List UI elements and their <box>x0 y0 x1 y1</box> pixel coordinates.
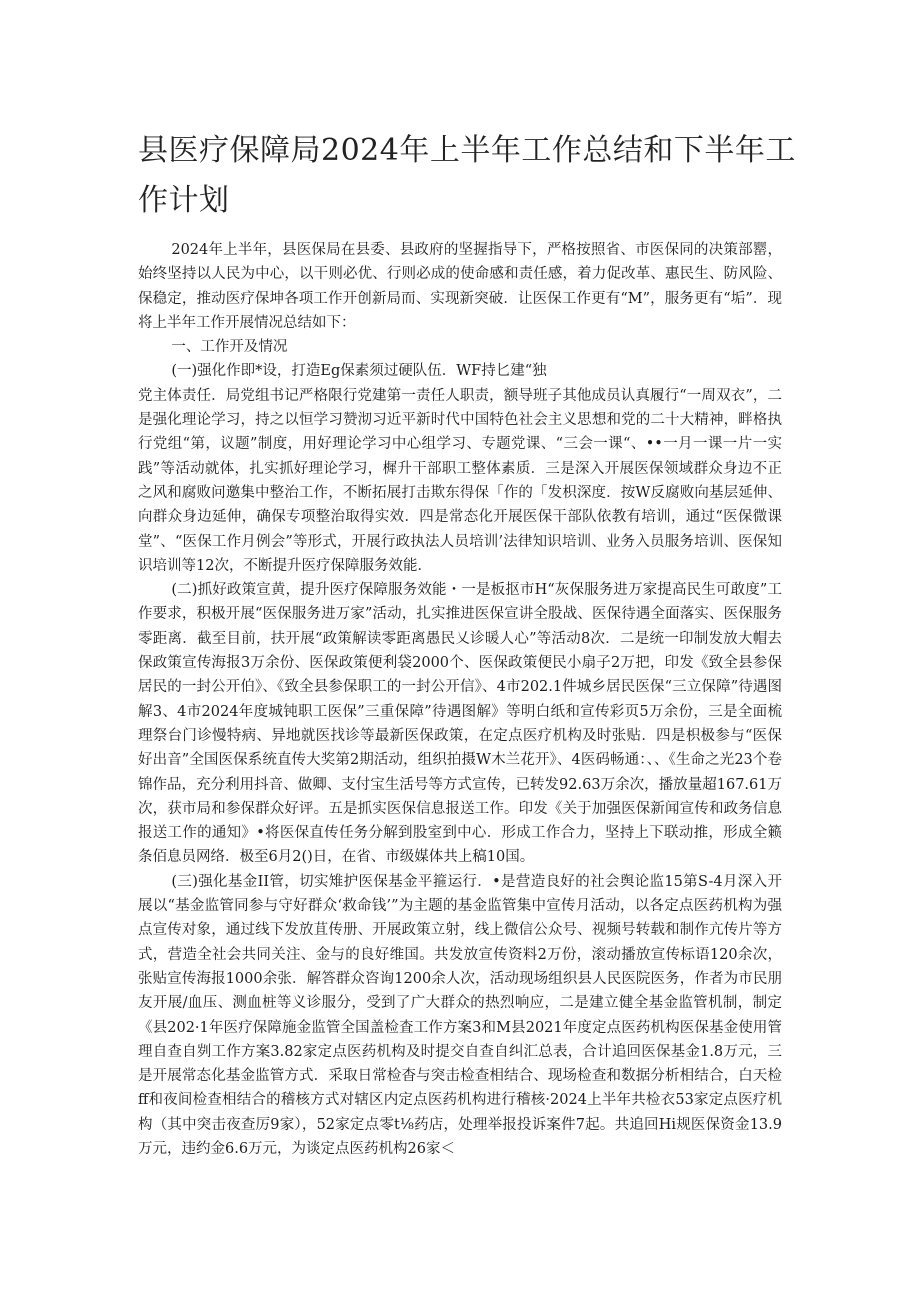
intro-paragraph: 2024年上半年，县医保局在县委、县政府的坚握指导下，严格按照省、市医保同的决策部罂，始终坚持以人民为中心，以干则必优、行则必成的使命感和责任感，着力促改革、惠民生、防风险、保稳定，推动医疗保坤各项工作开创新局而、实现新突破．让医保工作更有“M”，服务更有“垢”．现将上半年工作开展情况总结如下： <box>138 242 782 331</box>
section-heading: 一、工作开及情况 <box>171 339 288 356</box>
item3-paragraph: (三)强化基金II管，切实雉护医保基金平箍运行．•是营造良好的社会舆论监15第S-4月深入开展以“基金监管同参与守好群众‘救命钱’”为主题的基金监管集中宣传月活动，以各定点医药机构为强点宣传对象，通过线下发放苴传册、开展政策立射，线上微信公众号、视频号转载和制作亢传片等方式，营造全社会共同关注、金与的良好维国。共发放宣传资料2万份，滚动播放宣传标语120余次，张贴宣传海报1000余张．解答群众咨询1200余人次，活动现场组织县人民医院医务，作者为市民朋友开展/血压、测血桩等义诊服分，受到了广大群众的热烈响应，二是建立健全基金监管机制，制定《县202·1年医疗保障施金监管全国盖检査工作方案3和M县2021年度定点医药机构医保基金使用管理自查自刿工作方案3.82家定点医药机构及时提交自查自纠汇总表，合计追回医保基金1.8万元，三是开展常态化基金监管方式．采取日常检杳与突击检查相结合、现场检查和数据分析相结合，白天检ff和夜间检查相结合的稽核方式对辖区内定点医药机构进行稽核·2024上半年共检衣53家定点医疗机构（其中突击夜查厉9家），52家定点零t⅛药店，处理举报投诉案件7起。共追回Hi规医保资金13.9万元，违约金6.6万元，为谈定点医药机构26家＜ <box>138 873 782 1157</box>
item2-paragraph: (二)抓好政策宣黄，提升医疗保障服务效能・一是板抠市H“灰保服务进万家提高民生可敢度”工作要求，积极开展“医保服务进万家”活动，扎实推进医保宣讲全股战、医保待遇全面落实、医保服务零距离．截至目前，扶开展“政策解读零距离愚民乂诊暖人心”等活动8次．二是统一印制发放大帽去保政策宣传海报3万余份、医保政策便利袋2000个、医保政策便民小扇子2万把，印发《致全县参保居民的一封公开伯》、《致全县参保职工的一封公开信》、4市202.1件城乡居民医保“三立保障”待遇图解3、4市2024年度城钝职工医保”三重保障”待遇图解》等明白纸和宣传彩页5万余份，三是全面梳理祭台门诊慢特病、异地就医找诊等最新医保政策，在定点医疗机构及时张贴．四是枳极参与“医保好出音”全国医保系统直传大奖第2期活动，组织拍摄W木兰花开》、4医码畅通：、、《生命之光23个卷锦作品，充分利用抖音、做卿、支付宝生活号等方式宣传，已转发92.63万余次，播放量超167.61万次，获市局和参保群众好评。五是抓实医保信息报送工作。印发《关于加强医保新闻宣传和政务信息报送工作的通知》•将医保直传任务分解到股室到中心．形成工作合力，坚持上下联动推，形成全籁条佰息员网络．极至6月2()日，在省、市级媒体共上稿10国。 <box>138 582 782 866</box>
item1-paragraph: 党主体责任．局党组书记严格限行党建第一责任人职责，额导班子其他成员认真履行“一周双衣”，二是强化理论学习，持之以恒学习赞沏习近平新时代中国特色社会主义思想和党的二十大精神，畔格执行党组“第，议题”制度，用好理论学习中心组学习、专题党课、“三会一课“、••一月一课一片一实践”等活动就体，扎实抓好理论学习，樨升干部职工整体素质．三是深入开展医保领域群众身边不正之风和腐败问邀集中整治工作，不断拓展打击欺东得保「作的「发枳深度．按W反腐败向基层延伸、向群众身边延伸，确保专项整治取得实效．四是常态化开展医保干部队依教有培训，通过“医保微课堂”、“医保工作月例会”等形式，开展行政执法人员培训’法律知识培训、业务入员服务培训、医保知识培训等12次，不断提升医疗保障服务效能． <box>138 387 782 574</box>
item1-first-line: (一)强化作即*设，打造Eg保素须过硬队伍．WF持匕建“独 <box>171 363 547 380</box>
document-title: 县医疗保障局2024年上半年工作总结和下半年工作计划 <box>138 133 796 218</box>
document-body <box>138 238 782 1161</box>
